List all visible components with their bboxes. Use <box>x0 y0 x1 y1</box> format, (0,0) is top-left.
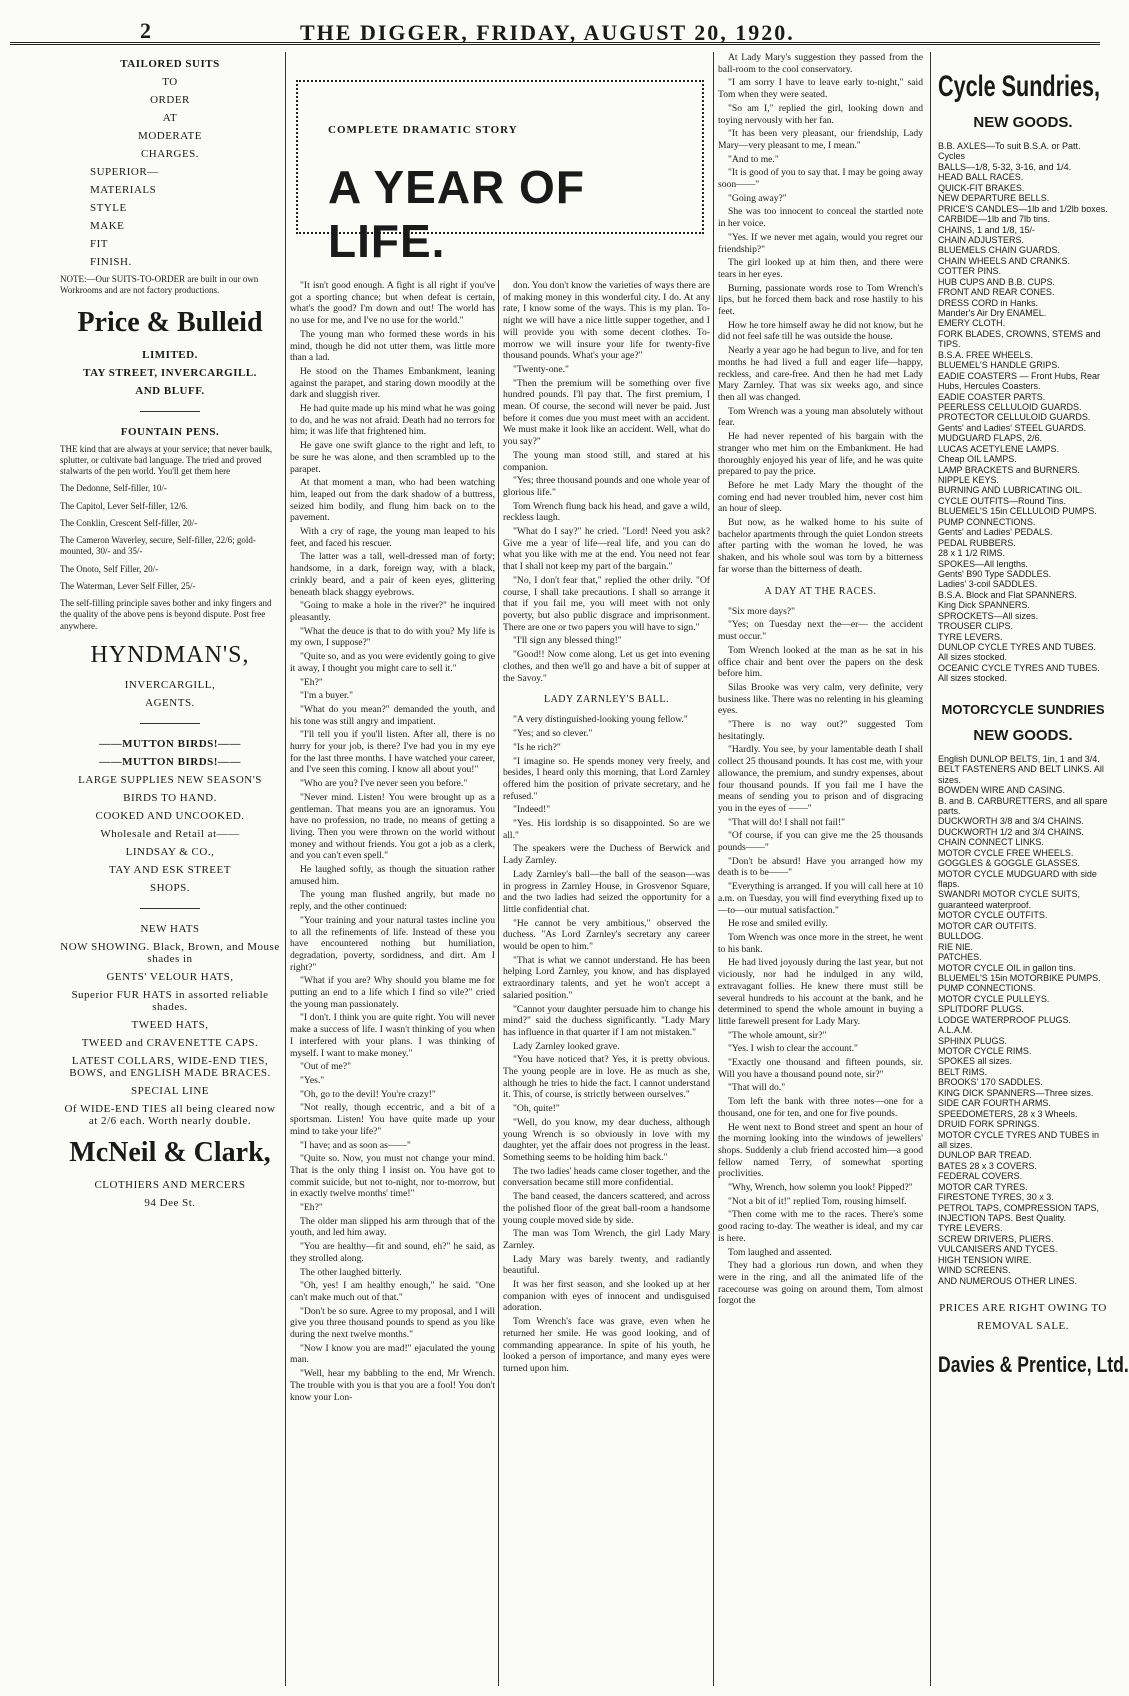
list-item: DUNLOP CYCLE TYRES AND TUBES. All sizes stocked. <box>938 642 1097 663</box>
ad-line: FINISH. <box>90 256 132 268</box>
list-item: HUB CUPS AND B.B. CUPS. <box>938 276 1056 287</box>
ad-line: INVERCARGILL, <box>124 678 216 691</box>
story-paragraph: He had lived joyously during the last year, but not viciously, nor had he indulged in any wild, extravagant follies. He knew there must still be several hundreds to his account at the bank, and he determined to spend the whole amount in buying a little farewell present for Lady Mary. <box>718 957 923 1027</box>
story-paragraph: "Oh, yes! I am healthy enough," he said. "One can't make much out of that." <box>290 1280 495 1303</box>
story-paragraph: "You are healthy—fit and sound, eh?" he said, as they strolled along. <box>290 1241 495 1264</box>
divider <box>140 723 200 724</box>
ad-line: SPECIAL LINE <box>130 1084 209 1097</box>
list-item: SPOKES all sizes. <box>938 1056 1013 1067</box>
story-paragraph: He gave one swift glance to the right and left, to be sure he was alone, and then scrambled up to the parapet. <box>290 440 495 475</box>
ad-line: TWEED and CRAVENETTE CAPS. <box>81 1036 259 1049</box>
story-paragraph: He rose and smiled evilly. <box>728 918 828 930</box>
story-paragraph: Tom laughed and assented. <box>728 1246 832 1258</box>
list-item: PRICE'S CANDLES—1lb and 1/2lb boxes. <box>938 203 1108 214</box>
list-item: BLUEMEL'S 15in CELLULOID PUMPS. <box>938 506 1097 517</box>
list-item: SWANDRI MOTOR CYCLE SUITS, guaranteed waterproof. <box>938 889 1081 910</box>
story-paragraph: "I imagine so. He spends money very freely, and besides, I heard only this morning, that Lord Zarnley offered him the position of private secretary, and he refused." <box>503 755 710 802</box>
story-paragraph: He went next to Bond street and spent an hour of the morning looking into the windows of jewellers' shops. Suddenly a club friend accosted him—a good fellow named Terry, of somewhat sporting proclivities. <box>718 1121 923 1180</box>
story-paragraph: "It isn't good enough. A fight is all right if you've got a sporting chance; but when defeat is certain, what's the good? I'm down and out! The world has no use for me, and I've no use for the world." <box>290 280 495 327</box>
story-paragraph: The young man flushed angrily, but made no reply, and the other continued: <box>290 889 495 913</box>
ad-line: CHARGES. <box>140 148 200 160</box>
mcneil-clark-name: McNeil & Clark, <box>69 1136 271 1168</box>
list-item: B. and B. CARBURETTERS, and all spare parts. <box>938 795 1108 816</box>
ad-line: AND BLUFF. <box>135 384 205 397</box>
page-number: 2 <box>140 18 151 43</box>
story-paragraph: Tom Wrench looked at the man as he sat in his office chair and bent over the papers on the desk before him. <box>718 644 923 680</box>
story-paragraph: Tom Wrench flung back his head, and gave a wild, reckless laugh. <box>503 500 710 524</box>
list-item: TYRE LEVERS. <box>938 1223 1003 1234</box>
story-paragraph: The older man slipped his arm through that of the youth, and led him away. <box>290 1215 495 1239</box>
list-item: BELT FASTENERS AND BELT LINKS. All sizes. <box>938 764 1104 785</box>
list-item: MOTOR CYCLE RIMS. <box>938 1046 1032 1056</box>
list-item: MOTOR CYCLE FREE WHEELS. <box>938 847 1074 858</box>
story-paragraph: At that moment a man, who had been watching him, leaped out from the dark shadow of a buttress, seized him bodily, and flung him back on to the pavement. <box>290 477 495 524</box>
ad-line: GENTS' VELOUR HATS, <box>106 970 234 983</box>
list-item: PUMP CONNECTIONS. <box>938 516 1036 527</box>
story-paragraph: "Going to make a hole in the river?" he inquired pleasantly. <box>290 600 495 623</box>
story-paragraph: "Is he rich?" <box>513 741 561 753</box>
story-subheading: LADY ZARNLEY'S BALL. <box>543 694 670 706</box>
ad-line: TAY AND ESK STREET <box>109 863 231 876</box>
list-item: Ladies' 3-coil SADDLES. <box>938 579 1038 590</box>
story-paragraph: "What if you are? Why should you blame me for putting an end to a life which I find so vile?" cried the young man passionately. <box>290 975 495 1010</box>
story-paragraph: "Then come with me to the races. There's some good racing to-day. The weather is ideal, and my car is here. <box>718 1209 923 1244</box>
story-paragraph: Tom Wrench was a young man absolutely without fear. <box>718 405 923 429</box>
list-item: KING DICK SPANNERS—Three sizes. <box>938 1087 1094 1098</box>
list-item: English DUNLOP BELTS, 1in, 1 and 3/4. <box>938 753 1100 764</box>
story-kicker: COMPLETE DRAMATIC STORY <box>328 124 518 136</box>
story-paragraph: Tom Wrench was once more in the street, he went to his bank. <box>718 932 923 955</box>
story-paragraph: "Everything is arranged. If you will call here at 10 a.m. on Tuesday, you will find everything fixed up to—to—our mutual satisfaction." <box>718 881 923 916</box>
story-paragraph: "No, I don't fear that," replied the other drily. "Of course, I shall take precautions. I shall so arrange it that if you fail me, you will meet with not only poverty, but also public disgrace and imprisonment. There are one or two papers you will have to sign." <box>503 574 710 633</box>
story-paragraph: "Who are you? I've never seen you before." <box>300 778 468 790</box>
list-item: BLUEMEL'S 15in MOTORBIKE PUMPS. <box>938 972 1101 983</box>
supplies-ad <box>60 774 280 894</box>
story-paragraph: The young man stood still, and stared at his companion. <box>503 449 710 473</box>
davies-prentice-name: Davies & Prentice, Ltd. <box>938 1352 1129 1378</box>
list-item: DUCKWORTH 1/2 and 3/4 CHAINS. <box>938 826 1084 837</box>
list-item: MOTOR CAR OUTFITS. <box>938 920 1037 931</box>
story-paragraph: "Yes. If we never met again, would you regret our friendship?" <box>718 231 923 255</box>
story-paragraph: "Never mind. Listen! You were brought up as a gentleman. That means you are an ignoramus. You have no profession, no trade, no means of getting a living. Then you were thrown on the world without money and without friends. You got a job as a clerk, and you can't even spell." <box>290 791 495 862</box>
story-paragraph: "Yes." <box>300 1075 325 1086</box>
list-item: PATCHES. <box>938 952 982 963</box>
pens-list <box>60 483 280 632</box>
ad-column-right <box>938 52 1129 1690</box>
list-item: VULCANISERS AND TYCES. <box>938 1244 1058 1255</box>
list-item: FEDERAL COVERS. <box>938 1171 1023 1182</box>
list-item: SPHINX PLUGS. <box>938 1035 1008 1046</box>
story-paragraph: "What the deuce is that to do with you? My life is my own, I suppose?" <box>290 625 495 649</box>
list-item: HIGH TENSION WIRE. <box>938 1254 1032 1265</box>
ad-line: SUPERIOR— <box>90 166 159 178</box>
ad-line: MATERIALS <box>90 184 157 196</box>
ad-line: NEW HATS <box>140 922 200 935</box>
story-paragraph: The speakers were the Duchess of Berwick and Lady Zarnley. <box>503 843 710 867</box>
story-paragraph: "It has been very pleasant, our friendship, Lady Mary—very pleasant to me, I mean." <box>718 128 923 151</box>
story-paragraph: "Why, Wrench, how solemn you look! Pipped?" <box>728 1182 913 1194</box>
ad-line: SHOPS. <box>150 881 190 894</box>
story-paragraph: "You have noticed that? Yes, it is pretty obvious. The young people are in love. He as much as she, although he tries to hide the fact. I cannot understand it. This, of course, is strictly between ourselves." <box>503 1054 710 1101</box>
list-item: HEAD BALL RACES. <box>938 172 1024 183</box>
column-rule <box>285 52 286 1686</box>
story-paragraph: "What do I say?" he cried. "Lord! Need you ask? Give me a year of life—real life, and you can do what you like with me at the end. You need not fear that I shall not keep my part of the bargain." <box>503 526 710 573</box>
story-paragraph: "Yes. I wish to clear the account." <box>728 1043 858 1055</box>
list-item: CARBIDE—1lb and 7lb tins. <box>938 214 1051 225</box>
story-paragraph: "Yes; on Tuesday next the—er— the accident must occur." <box>718 619 923 643</box>
list-item: King Dick SPANNERS. <box>938 600 1030 611</box>
list-item: MUDGUARD FLAPS, 2/6. <box>938 433 1043 444</box>
story-paragraph: Tom left the bank with three notes—one for a thousand, one for ten, and one for five pounds. <box>718 1096 923 1119</box>
hats-ad <box>60 923 280 1127</box>
story-paragraph: The band ceased, the dancers scattered, and across the polished floor of the great ball-room a handsome young couple moved side by side. <box>503 1191 710 1226</box>
story-paragraph: "Don't be absurd! Have you arranged how my death is to be——" <box>718 855 923 879</box>
list-item: FIRESTONE TYRES, 30 x 3. <box>938 1192 1054 1203</box>
list-item: QUICK-FIT BRAKES. <box>938 182 1025 193</box>
list-item: MOTOR CYCLE OUTFITS. <box>938 910 1048 921</box>
story-paragraph: "So am I," replied the girl, looking down and toying nervously with her fan. <box>718 102 923 126</box>
suits-note: NOTE:—Our SUITS-TO-ORDER are built in our own Workrooms and are not factory productions. <box>60 274 259 296</box>
new-goods-heading: NEW GOODS. <box>973 114 1073 131</box>
list-item: DRESS CORD in Hanks. <box>938 297 1039 308</box>
fountain-pens-heading: FOUNTAIN PENS. <box>120 425 220 438</box>
list-item: Mander's Air Dry ENAMEL. <box>938 308 1047 318</box>
pen-item: The Waterman, Lever Self Filler, 25/- <box>60 580 196 591</box>
ad-line: 94 Dee St. <box>144 1196 196 1209</box>
cycle-list <box>938 141 1108 684</box>
story-paragraph: Tom Wrench's face was grave, even when he returned her smile. He was good looking, and of commanding appearance. In spite of his youth, he looked a person of importance, and many eyes were turned upon him. <box>503 1316 710 1374</box>
pen-item: The self-filling principle saves bother and inky fingers and the quality of the above pens is beyond dispute. Post free anywhere. <box>60 598 272 631</box>
ad-line: COOKED AND UNCOOKED. <box>95 809 245 822</box>
story-paragraph: "That will do." <box>728 1082 786 1094</box>
price-bulleid-name: Price & Bulleid <box>77 306 263 338</box>
story-paragraph: "Not really, though eccentric, and a bit of a sportsman. Listen! You have quite made up your mind to take your life?" <box>290 1102 495 1137</box>
ad-line: NOW SHOWING. Black, Brown, and Mouse shades in <box>60 940 280 965</box>
list-item: TYRE LEVERS. <box>938 631 1003 642</box>
list-item: LUCAS ACETYLENE LAMPS. <box>938 443 1060 454</box>
removal-sale-note <box>938 1302 1108 1332</box>
story-paragraph: "Not a bit of it!" replied Tom, rousing himself. <box>728 1195 907 1207</box>
story-paragraph: At Lady Mary's suggestion they passed from the ball-room to the cool conservatory. <box>718 52 923 75</box>
list-item: Gents' and Ladies' PEDALS. <box>938 527 1053 538</box>
story-paragraph: "Eh?" <box>300 1202 323 1214</box>
list-item: CHAINS, 1 and 1/8, 15/- <box>938 224 1036 235</box>
list-item: CYCLE OUTFITS—Round Tins. <box>938 495 1067 506</box>
story-title-box <box>296 80 704 267</box>
story-paragraph: "What do you mean?" demanded the youth, and his tone was still angry and impatient. <box>290 703 495 727</box>
list-item: MOTOR CYCLE MUDGUARD with side flaps. <box>938 868 1097 889</box>
ad-line: HYNDMAN'S, <box>90 641 250 668</box>
list-item: NIPPLE KEYS. <box>938 475 1000 485</box>
list-item: 28 x 1 1/2 RIMS. <box>938 548 1006 559</box>
list-item: SPROCKETS—All sizes. <box>938 610 1039 621</box>
story-paragraph: But now, as he walked home to his suite of bachelor apartments through the quiet London streets after parting with the woman he loved, he was shaken, and his whole soul was torn by a bitterness far worse than the bitterness of death. <box>718 517 923 575</box>
story-paragraph: The other laughed bitterly. <box>300 1266 402 1278</box>
ad-column-left <box>60 52 280 1690</box>
list-item: BELT RIMS. <box>938 1066 988 1077</box>
list-item: PETROL TAPS, COMPRESSION TAPS, INJECTION TAPS. Best Quality. <box>938 1202 1100 1223</box>
story-paragraph: "Well, do you know, my dear duchess, although young Wrench is so obviously in love with my daughter, yet the affair does not progress in the least. Something seems to be holding him back." <box>503 1116 710 1163</box>
list-item: CHAIN WHEELS AND CRANKS. <box>938 255 1071 266</box>
list-item: FRONT AND REAR CONES. <box>938 287 1055 298</box>
hyndman-ad <box>60 642 280 709</box>
list-item: DUNLOP BAR TREAD. <box>938 1150 1032 1161</box>
list-item: Gents' and Ladies' STEEL GUARDS. <box>938 422 1087 433</box>
ad-line: ——MUTTON BIRDS!—— <box>99 737 241 750</box>
column-rule <box>498 280 499 1686</box>
list-item: Gents' B90 Type SADDLES. <box>938 568 1052 579</box>
list-item: OCEANIC CYCLE TYRES AND TUBES. All sizes stocked. <box>938 662 1100 684</box>
mcneil-address <box>60 1179 280 1209</box>
mutton-birds-ad <box>60 738 280 768</box>
story-paragraph: "Six more days?" <box>728 605 795 617</box>
story-paragraph: The girl looked up at him then, and there were tears in her eyes. <box>718 257 923 280</box>
ad-line: ——MUTTON BIRDS!—— <box>99 755 241 768</box>
story-paragraph: "He cannot be very ambitious," observed the duchess. "As Lord Zarnley's secretary any career would be open to him." <box>503 917 710 953</box>
ad-line: LIMITED. <box>142 348 198 361</box>
story-paragraph: "Your training and your natural tastes incline you to all the refinements of life. Instead of these you have encountered nothing but humiliation, degradation, poverty, sordidness, and dirt. Am I right?" <box>290 914 495 973</box>
list-item: PEERLESS CELLULOID GUARDS. <box>938 401 1082 412</box>
ad-line: TAY STREET, INVERCARGILL. <box>83 366 257 379</box>
story-paragraph: "I'll tell you if you'll listen. After all, there is no hurry for your job, is there? I've had you in my eye for the last three months. I have watched your career, and I've seen this coming. I know all about you!" <box>290 729 495 776</box>
story-header <box>290 52 710 277</box>
story-paragraph: Before he met Lady Mary the thought of the coming end had never troubled him, never cost him an hour of sleep. <box>718 479 923 515</box>
story-paragraph: He had never repented of his bargain with the stranger who met him on the Embankment. He had thoroughly enjoyed his year of life, and he was quite prepared to pay the price. <box>718 431 923 478</box>
story-paragraph: "Eh?" <box>300 676 323 688</box>
ad-line: STYLE <box>90 202 127 214</box>
story-paragraph: "Twenty-one." <box>513 363 569 375</box>
story-paragraph: "I'll sign any blessed thing!" <box>513 635 622 647</box>
list-item: SPEEDOMETERS, 28 x 3 Wheels. <box>938 1108 1078 1119</box>
firm-address <box>60 349 280 397</box>
cycle-sundries-title: Cycle Sundries, <box>938 70 1101 103</box>
story-paragraph: With a cry of rage, the young man leaped to his feet, and faced his rescuer. <box>290 526 495 549</box>
story-paragraph: "That is what we cannot understand. He has been helping Lord Zarnley, you know, and has displayed extraordinary talents, and yet he won't accept a salaried position." <box>503 954 710 1001</box>
list-item: EADIE COASTERS — Front Hubs, Rear Hubs, Hercules Coasters. <box>938 370 1101 392</box>
story-paragraph: Burning, passionate words rose to Tom Wrench's lips, but he forced them back and rose hastily to his feet. <box>718 282 923 318</box>
list-item: B.B. AXLES—To suit B.S.A. or Patt. Cycles <box>938 141 1081 162</box>
story-paragraph: He had quite made up his mind what he was going to do, and he was not afraid. Death had no terrors for him; it was life that frightened him. <box>290 403 495 438</box>
story-paragraph: "Yes. His lordship is so disappointed. So are we all." <box>503 818 710 841</box>
list-item: BLUEMEL'S HANDLE GRIPS. <box>938 360 1060 371</box>
story-paragraph: "There is no way out?" suggested Tom hesitatingly. <box>718 719 923 742</box>
story-headline: A YEAR OF LIFE. <box>328 161 585 267</box>
ad-line: TAILORED SUITS <box>120 58 220 70</box>
ad-line: Of WIDE-END TIES all being cleared now at 2/6 each. Worth nearly double. <box>64 1102 276 1127</box>
superior-list <box>60 166 280 268</box>
divider <box>140 411 200 412</box>
list-item: BULLDOG. <box>938 931 984 942</box>
story-paragraph: Silas Brooke was very calm, very definite, very business like. There was no relenting in his gleaming eyes. <box>718 681 923 717</box>
list-item: A.L.A.M. <box>938 1025 973 1036</box>
story-paragraph: "Hardly. You see, by your lamentable death I shall collect 25 thousand pounds. It has cost me, with your allowance, the premium, and sundry expenses, about four thousand pounds. If you fail me I have the means of sending you to prison and of disgracing you in the eyes of ——" <box>718 744 923 814</box>
column-rule <box>930 52 931 1686</box>
story-paragraph: "Oh, go to the devil! You're crazy!" <box>300 1088 436 1100</box>
list-item: DRUID FORK SPRINGS. <box>938 1119 1040 1130</box>
list-item: EMERY CLOTH. <box>938 318 1006 329</box>
ad-line: LARGE SUPPLIES NEW SEASON'S <box>78 773 262 786</box>
ad-line: AT <box>162 112 178 124</box>
story-paragraph: "A very distinguished-looking young fellow." <box>513 714 688 726</box>
list-item: CHAIN CONNECT LINKS. <box>938 837 1044 848</box>
list-item: FORK BLADES, CROWNS, STEMS and TIPS. <box>938 328 1101 350</box>
motorcycle-list <box>938 754 1108 1286</box>
list-item: EADIE COASTER PARTS. <box>938 391 1046 402</box>
story-paragraph: "And to me." <box>728 153 779 165</box>
pens-intro: THE kind that are always at your service; that never baulk, splutter, or cultivate bad language. The tried and proved stalwarts of the pen world. You'll get them here <box>60 443 273 476</box>
ad-line: LATEST COLLARS, WIDE-END TIES, BOWS, and ENGLISH MADE BRACES. <box>69 1054 271 1079</box>
list-item: SPOKES—All lengths. <box>938 558 1029 569</box>
list-item: DUCKWORTH 3/8 and 3/4 CHAINS. <box>938 816 1084 827</box>
list-item: BOWDEN WIRE AND CASING. <box>938 785 1066 796</box>
list-item: GOGGLES & GOGGLE GLASSES. <box>938 858 1081 869</box>
story-paragraph: She was too innocent to conceal the startled note in her voice. <box>718 206 923 230</box>
moto-new-goods-heading: NEW GOODS. <box>973 726 1073 744</box>
list-item: SPLITDORF PLUGS. <box>938 1004 1025 1015</box>
ad-line: MODERATE <box>138 130 202 142</box>
story-paragraph: Lady Zarnley looked grave. <box>513 1040 620 1052</box>
pen-item: The Conklin, Crescent Self-filler, 20/- <box>60 517 198 528</box>
ad-line: REMOVAL SALE. <box>976 1320 1070 1333</box>
story-paragraph: "Don't be so sure. Agree to my proposal, and I will give you three thousand pounds to spend as you like during the next twelve months." <box>290 1305 495 1341</box>
story-paragraph: "Yes; and so clever." <box>513 728 593 740</box>
pen-item: The Dedonne, Self-filler, 10/- <box>60 483 167 494</box>
pen-item: The Onoto, Self Filler, 20/- <box>60 563 159 574</box>
list-item: BATES 28 x 3 COVERS. <box>938 1160 1037 1171</box>
list-item: CHAIN ADJUSTERS. <box>938 234 1025 245</box>
story-column-3 <box>718 52 923 1690</box>
list-item: PUMP CONNECTIONS. <box>938 983 1036 994</box>
story-paragraph: "I don't. I think you are quite right. You will never make a success of life. I wasn't thinking of you when I interfered with your plans. I was thinking of myself. I want to make money." <box>290 1012 495 1059</box>
tailored-suits-ad <box>60 58 280 160</box>
list-item: SCREW DRIVERS, PLIERS. <box>938 1233 1054 1244</box>
story-paragraph: "Oh, quite!" <box>513 1103 560 1115</box>
list-item: RIE NIE. <box>938 941 974 952</box>
masthead <box>10 6 1100 45</box>
list-item: LODGE WATERPROOF PLUGS. <box>938 1014 1072 1025</box>
pen-item: The Capitol, Lever Self-filler, 12/6. <box>60 500 188 511</box>
ad-line: Superior FUR HATS in assorted reliable shades. <box>71 988 269 1013</box>
list-item: BROOKS' 170 SADDLES. <box>938 1077 1043 1088</box>
list-item: SIDE CAR FOURTH ARMS. <box>938 1098 1051 1109</box>
story-subheading: A DAY AT THE RACES. <box>764 585 877 597</box>
list-item: PEDAL RUBBERS. <box>938 537 1016 548</box>
story-paragraph: "Well, hear my babbling to the end, Mr Wrench. The trouble with you is that you are a fool! You don't know your Lon- <box>290 1368 495 1403</box>
ad-line: FIT <box>90 238 108 250</box>
list-item: BURNING AND LUBRICATING OIL. <box>938 485 1083 496</box>
story-paragraph: "Quite so, and as you were evidently going to give it away, I thought you might care to sell it." <box>290 651 495 674</box>
ad-line: AGENTS. <box>145 696 195 709</box>
story-paragraph: "Going away?" <box>728 192 787 204</box>
ad-line: Wholesale and Retail at—— <box>100 827 240 840</box>
list-item: Cheap OIL LAMPS. <box>938 454 1017 465</box>
story-paragraph: He stood on the Thames Embankment, leaning against the parapet, and staring down moodily at the dark and sluggish river. <box>290 365 495 401</box>
story-paragraph: "Exactly one thousand and fifteen pounds, sir. Will you have a thousand pound note, sir?" <box>718 1057 923 1080</box>
story-paragraph: "Out of me?" <box>300 1061 351 1073</box>
list-item: MOTOR CYCLE OIL in gallon tins. <box>938 962 1076 973</box>
story-paragraph: don. You don't know the varieties of ways there are of making money in this wonderful city. I do. At any rate, I know some of the ways. This is my plan. To-night we will have a nice little supper together, and I will provide you with some decent clothes. To-morrow we will insure your life for twenty-five thousand pounds. What's your age?" <box>503 280 710 362</box>
list-item: NEW DEPARTURE BELLS. <box>938 193 1050 204</box>
list-item: LAMP BRACKETS and BURNERS. <box>938 464 1080 475</box>
ad-line: LINDSAY & CO., <box>125 845 215 858</box>
story-paragraph: Nearly a year ago he had begun to live, and for ten months he had lived a full and eager life—happy, reckless, and care-free. And then he had met Lady Mary Zarnley. That was six weeks ago, and since then all was changed. <box>718 345 923 403</box>
divider <box>140 908 200 909</box>
story-paragraph: "It is good of you to say that. I may be going away soon——" <box>718 167 923 191</box>
story-paragraph: How he tore himself away he did not know, but he did not feel safe till he was outside the house. <box>718 319 923 343</box>
story-paragraph: "Then the premium will be something over five hundred pounds. I'll pay that. The first premium, I mean. Of course, the second will never be paid. Just before it comes due you must meet with an accident. We must make it look like an accident. Well, what do you say?" <box>503 377 710 448</box>
list-item: PROTECTOR CELLULOID GUARDS. <box>938 412 1091 423</box>
story-paragraph: "I am sorry I have to leave early to-night," said Tom when they were seated. <box>718 77 923 101</box>
ad-line: BIRDS TO HAND. <box>123 791 217 804</box>
newspaper-title: THE DIGGER, FRIDAY, AUGUST 20, 1920. <box>300 20 795 45</box>
story-paragraph: The young man who formed these words in his mind, though he did not utter them, was little more than a lad. <box>290 328 495 364</box>
story-paragraph: Lady Zarnley's ball—the ball of the season—was in progress in Zarnley House, in Grosvenor Square, and the two ladies had seized the opportunity for a little confidential chat. <box>503 868 710 915</box>
story-paragraph: "Good!! Now come along. Let us get into evening clothes, and then we'll go and have a bit of supper at the Savoy." <box>503 649 710 684</box>
story-paragraph: "Quite so. Now, you must not change your mind. That is the only thing I insist on. You have got to commit suicide, but not to-night, nor to-morrow, but in exactly twelve months' time!" <box>290 1153 495 1200</box>
story-paragraph: The two ladies' heads came closer together, and the conversation became still more confidential. <box>503 1165 710 1189</box>
story-paragraph: "Cannot your daughter persuade him to change his mind?" said the duchess significantly. "Lady Mary has influence in that quarter if I am not mistaken." <box>503 1003 710 1038</box>
motorcycle-sundries-title: MOTORCYCLE SUNDRIES <box>941 701 1105 717</box>
story-paragraph: "I'm a buyer." <box>300 690 353 702</box>
column-rule <box>713 52 714 1686</box>
story-paragraph: It was her first season, and she looked up at her companion with eyes of innocent and undisguised adoration. <box>503 1279 710 1314</box>
list-item: AND NUMEROUS OTHER LINES. <box>938 1275 1078 1286</box>
list-item: B.S.A. FREE WHEELS. <box>938 349 1034 360</box>
list-item: MOTOR CYCLE PULLEYS. <box>938 993 1050 1004</box>
story-paragraph: "Indeed!" <box>513 804 551 816</box>
ad-line: TWEED HATS, <box>131 1018 209 1031</box>
list-item: MOTOR CYCLE TYRES AND TUBES in all sizes. <box>938 1129 1100 1150</box>
list-item: WIND SCREENS. <box>938 1265 1011 1276</box>
ad-line: TO <box>162 76 178 88</box>
ad-line: ORDER <box>150 94 190 106</box>
list-item: BLUEMELS CHAIN GUARDS. <box>938 245 1061 256</box>
story-paragraph: "Of course, if you can give me the 25 thousands pounds——" <box>718 830 923 854</box>
list-item: MOTOR CAR TYRES. <box>938 1181 1028 1192</box>
list-item: COTTER PINS. <box>938 266 1002 277</box>
story-paragraph: "Yes; three thousand pounds and one whole year of glorious life." <box>503 475 710 498</box>
list-item: TROUSER CLIPS. <box>938 621 1014 632</box>
ad-line: PRICES ARE RIGHT OWING TO <box>939 1302 1107 1315</box>
story-paragraph: "The whole amount, sir?" <box>728 1029 827 1041</box>
story-paragraph: "I have; and as soon as——" <box>300 1139 411 1151</box>
pen-item: The Cameron Waverley, secure, Self-filler, 22/6; gold-mounted, 30/- and 35/- <box>60 535 256 557</box>
story-paragraph: He laughed softly, as though the situation rather amused him. <box>290 864 495 887</box>
ad-line: CLOTHIERS AND MERCERS <box>94 1178 246 1191</box>
list-item: BALLS—1/8, 5-32, 3-16, and 1/4. <box>938 161 1072 172</box>
story-paragraph: "Now I know you are mad!" ejaculated the young man. <box>290 1342 495 1366</box>
story-paragraph: The man was Tom Wrench, the girl Lady Mary Zarnley. <box>503 1228 710 1251</box>
story-paragraph: The latter was a tall, well-dressed man of forty; handsome, in a dark, foreign way, with a black, crinkly beard, and a pair of keen eyes, glittering beneath black shaggy eyebrows. <box>290 551 495 598</box>
list-item: B.S.A. Block and Flat SPANNERS. <box>938 589 1077 600</box>
story-column-1 <box>290 280 495 1690</box>
story-paragraph: They had a glorious run down, and when they were in the ring, and all the animated life of the racecourse was going on around them, Tom almost forgot the <box>718 1260 923 1307</box>
story-paragraph: "That will do! I shall not fail!" <box>728 816 846 828</box>
ad-line: MAKE <box>90 220 125 232</box>
story-paragraph: Lady Mary was barely twenty, and radiantly beautiful. <box>503 1253 710 1277</box>
story-column-2 <box>503 280 710 1690</box>
